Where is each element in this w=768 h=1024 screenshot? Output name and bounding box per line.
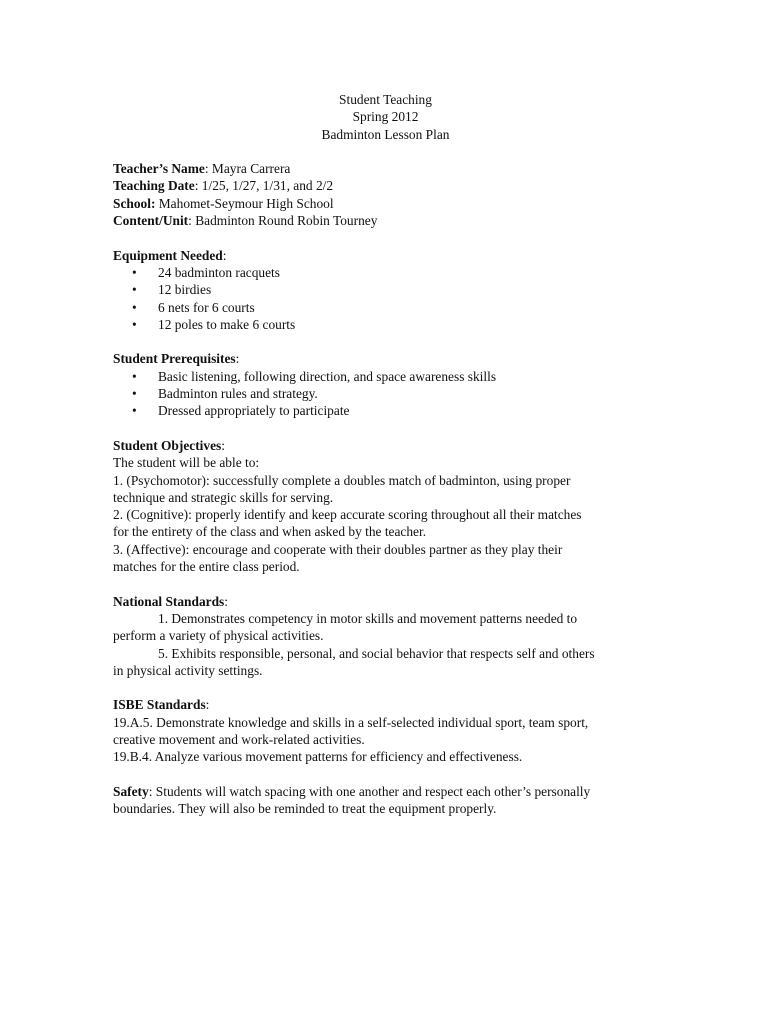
- isbe-line: 19.B.4. Analyze various movement patterns for efficiency and effectiveness.: [113, 749, 523, 765]
- bullet-icon: •: [132, 282, 137, 298]
- teacher-name-label: Teacher’s Name: [113, 161, 205, 177]
- prerequisites-list: [113, 368, 658, 420]
- isbe-standards-heading-line: [113, 696, 658, 713]
- safety-line-2: boundaries. They will also be reminded to treat the equipment properly.: [113, 801, 497, 817]
- list-item-text: Dressed appropriately to participate: [158, 403, 350, 419]
- spacer: [113, 229, 658, 246]
- national-standard-1-line-1: 1. Demonstrates competency in motor skills and movement patterns needed to: [158, 610, 578, 626]
- objectives-line: 1. (Psychomotor): successfully complete a doubles match of badminton, using proper: [113, 472, 571, 488]
- isbe-standards-section: [113, 696, 658, 765]
- national-standard-5-line-2: in physical activity settings.: [113, 662, 263, 678]
- document-title: [113, 91, 658, 143]
- list-item: [113, 385, 658, 402]
- bullet-icon: •: [132, 403, 137, 419]
- spacer: [113, 333, 658, 350]
- safety-section: [113, 783, 658, 818]
- content-unit-value: : Badminton Round Robin Tourney: [188, 213, 378, 229]
- school-label: School:: [113, 195, 156, 211]
- heading-colon: :: [205, 697, 210, 713]
- bullet-icon: •: [132, 264, 137, 280]
- national-standards-heading-line: [113, 593, 658, 610]
- content-unit-label: Content/Unit: [113, 213, 189, 229]
- list-item: [113, 264, 658, 281]
- heading-colon: :: [235, 351, 240, 367]
- teaching-date-label: Teaching Date: [113, 178, 195, 194]
- school-value: Mahomet-Seymour High School: [155, 195, 334, 211]
- bullet-icon: •: [132, 316, 137, 332]
- teacher-info: [113, 160, 658, 229]
- list-item-text: 6 nets for 6 courts: [158, 299, 255, 315]
- heading-colon: :: [224, 593, 228, 609]
- school-line: [113, 195, 658, 212]
- teaching-date-value: : 1/25, 1/27, 1/31, and 2/2: [194, 178, 334, 194]
- teacher-name-value: : Mayra Carrera: [204, 161, 291, 177]
- safety-label: Safety: [113, 783, 149, 799]
- heading-colon: :: [221, 437, 225, 453]
- equipment-heading-line: [113, 247, 658, 264]
- bullet-icon: •: [132, 299, 137, 315]
- list-item: [113, 316, 658, 333]
- title-line-1: Student Teaching: [339, 92, 432, 107]
- national-standards-heading: National Standards: [113, 593, 225, 609]
- isbe-line: creative movement and work-related activities.: [113, 731, 365, 747]
- objectives-section: [113, 437, 658, 575]
- equipment-heading: Equipment Needed: [113, 247, 223, 263]
- objectives-line: for the entirety of the class and when asked by the teacher.: [113, 524, 427, 540]
- list-item: [113, 368, 658, 385]
- prerequisites-heading-line: [113, 350, 658, 367]
- spacer: [113, 420, 658, 437]
- spacer: [113, 575, 658, 592]
- list-item: [113, 281, 658, 298]
- prerequisites-section: [113, 350, 658, 419]
- spacer: [113, 679, 658, 696]
- equipment-list: [113, 264, 658, 333]
- spacer: [113, 766, 658, 783]
- national-standard-5-line-1: 5. Exhibits responsible, personal, and social behavior that respects self and others: [158, 645, 595, 661]
- isbe-line: 19.A.5. Demonstrate knowledge and skills in a self-selected individual sport, team sport,: [113, 714, 589, 730]
- list-item-text: Basic listening, following direction, and space awareness skills: [158, 368, 497, 384]
- list-item-text: 12 birdies: [158, 282, 212, 298]
- national-standard-1-line-2: perform a variety of physical activities.: [113, 628, 324, 644]
- bullet-icon: •: [132, 368, 137, 384]
- national-standards-section: [113, 593, 658, 679]
- lesson-plan-page: [113, 91, 658, 817]
- bullet-icon: •: [132, 386, 137, 402]
- objectives-line: technique and strategic skills for serving.: [113, 489, 334, 505]
- list-item-text: 12 poles to make 6 courts: [158, 316, 296, 332]
- isbe-standards-heading: ISBE Standards: [113, 697, 206, 713]
- objectives-line: 2. (Cognitive): properly identify and keep accurate scoring throughout all their matches: [113, 507, 582, 523]
- teaching-date-line: [113, 177, 658, 194]
- safety-text: : Students will watch spacing with one another and respect each other’s personally: [148, 783, 591, 799]
- equipment-section: [113, 247, 658, 333]
- list-item-text: 24 badminton racquets: [158, 264, 280, 280]
- objectives-line: 3. (Affective): encourage and cooperate with their doubles partner as they play their: [113, 541, 563, 557]
- heading-colon: :: [222, 247, 227, 263]
- title-line-2: Spring 2012: [352, 109, 419, 125]
- spacer: [113, 143, 658, 160]
- objectives-line: matches for the entire class period.: [113, 559, 300, 575]
- objectives-line: The student will be able to:: [113, 455, 260, 471]
- title-line-3: Badminton Lesson Plan: [321, 126, 450, 142]
- objectives-heading-line: [113, 437, 658, 454]
- prerequisites-heading: Student Prerequisites: [113, 351, 236, 367]
- list-item: [113, 299, 658, 316]
- safety-line-1: [113, 783, 658, 800]
- list-item: [113, 402, 658, 419]
- teacher-name-line: [113, 160, 658, 177]
- list-item-text: Badminton rules and strategy.: [158, 386, 318, 402]
- content-unit-line: [113, 212, 658, 229]
- objectives-heading: Student Objectives: [113, 437, 222, 453]
